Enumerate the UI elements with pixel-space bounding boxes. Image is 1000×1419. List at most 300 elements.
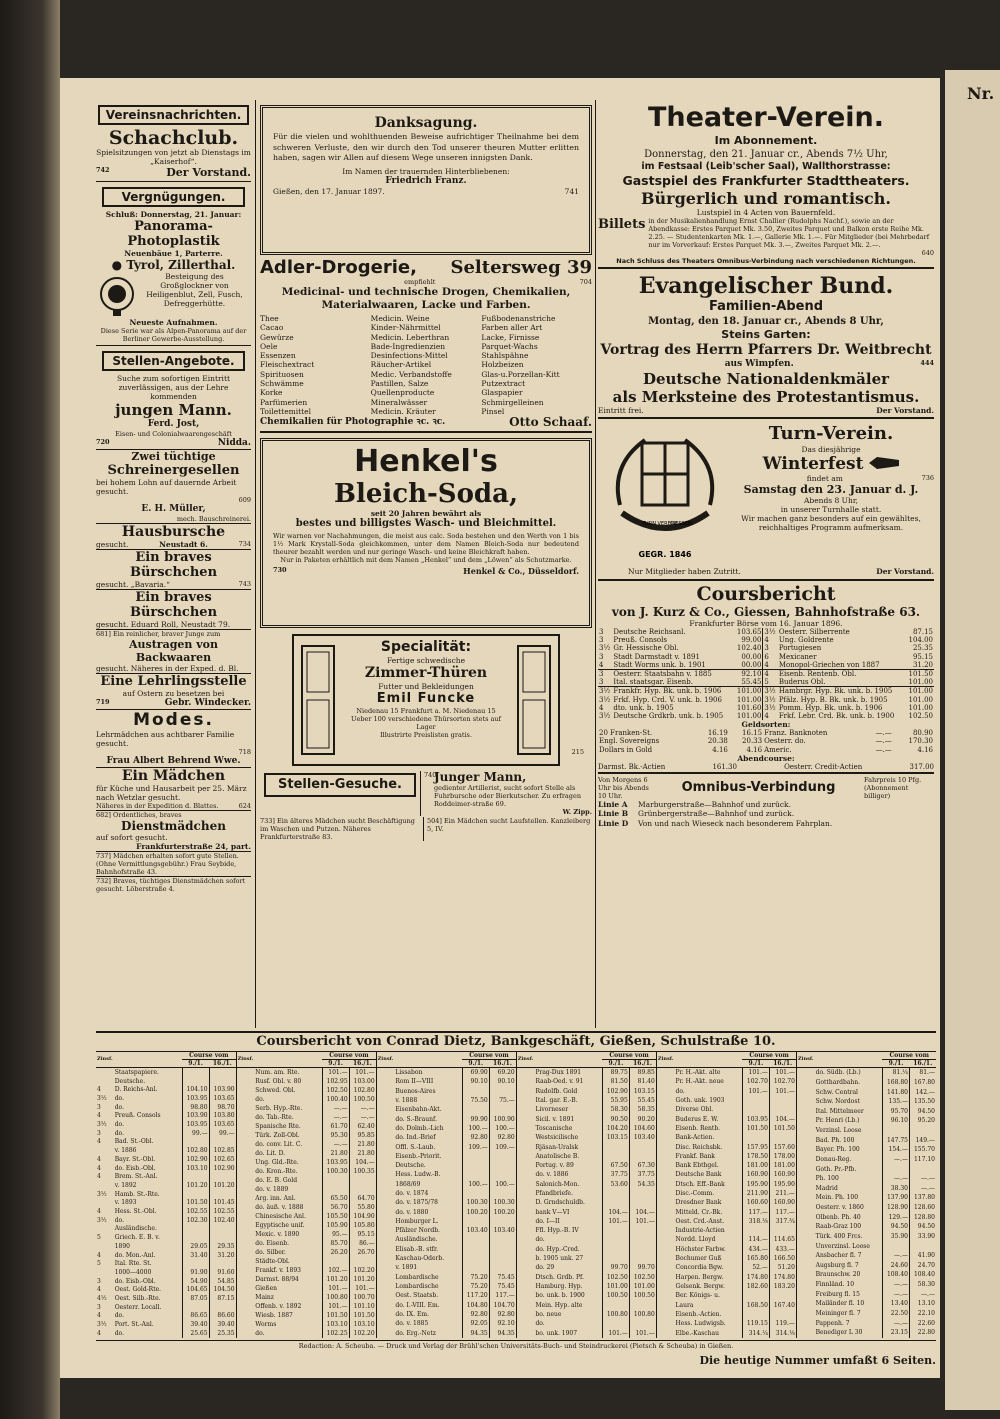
table-cell xyxy=(656,1077,674,1086)
table-row xyxy=(236,1077,376,1086)
table-cell xyxy=(236,1086,254,1095)
table-cell: Bayer. Ph. 100 xyxy=(815,1146,860,1154)
table-cell: Ital. staatsgar. Eisenb. xyxy=(613,678,693,687)
table-cell: 3 xyxy=(599,652,604,661)
adjacent-page-title: Nr. xyxy=(967,84,995,103)
table-cell: 3½ xyxy=(764,695,776,704)
dietz-head-zins: Zinsf. xyxy=(96,1052,114,1068)
table-cell xyxy=(629,1152,656,1161)
table-cell: 92.05 xyxy=(462,1319,489,1328)
table-cell: 95.— xyxy=(322,1230,349,1239)
table-cell: 26.70 xyxy=(349,1248,376,1257)
tv-gast: Gastspiel des Frankfurter Stadttheaters. xyxy=(622,173,910,188)
table-cell: Eisenbahn-Akt. xyxy=(395,1106,442,1114)
table-cell: 31.20 xyxy=(912,660,933,669)
dietz-head-name xyxy=(675,1052,743,1068)
table-cell: 24.70 xyxy=(909,1261,936,1271)
table-row xyxy=(376,1282,516,1291)
table-cell: Ung. Goldrente xyxy=(778,636,834,645)
stellen-angebote-header: Stellen-Angebote. xyxy=(102,351,245,371)
panorama-tyrol-text: Tyrol, Zillerthal. xyxy=(126,258,236,272)
table-row xyxy=(96,1129,236,1138)
table-row xyxy=(376,1105,516,1114)
buerschchen1-text: gesucht. „Bavaria.“ xyxy=(96,580,170,589)
table-cell: Stadt Worms unk. b. 1901 xyxy=(613,660,706,669)
kurz-geld-table xyxy=(598,729,934,754)
table-cell xyxy=(516,1273,534,1282)
adler-list-item: Korke xyxy=(260,388,283,398)
table-cell xyxy=(769,1105,796,1114)
table-cell: 80.90 xyxy=(912,729,933,738)
tv-billets-text: in der Musikalienhandlung Ernst Challier (Rudolphs Nachf.), sowie an der Abendkasse: Erstes Parquet Mk. 3.50, Zweites Parquet und Balkon erste Reihe Mk. 2.25. — Studentenkarten Mk. 1.—, Gallerie Mk. 1.—. Für Mitglieder (bei Mehrbedarf nur im Vorverkauf: Erstes Parquet Mk. 3.—, Zweites Parquet Mk. 2.—. xyxy=(648,217,930,249)
table-cell: 101.50 xyxy=(182,1199,209,1208)
table-cell xyxy=(796,1087,814,1097)
adler-address: Seltersweg 39 xyxy=(450,257,592,278)
adler-list-item: Parfümerien xyxy=(260,397,308,407)
buerschchen2-text: gesucht. Eduard Roll, Neustadt 79. xyxy=(96,620,231,629)
table-cell xyxy=(489,1263,516,1272)
table-cell: Monopol-Griechen von 1887 xyxy=(778,660,880,669)
buerschchen2-title: Ein braves Bürschchen xyxy=(129,590,218,620)
table-row xyxy=(516,1133,656,1142)
table-cell: 102.50 xyxy=(908,712,933,721)
table-cell: —.— xyxy=(882,1280,909,1290)
table-cell: 3½ xyxy=(599,644,611,653)
adler-list-item: Holzbeizen xyxy=(481,360,524,370)
adler-list-item: Kinder-Nährmittel xyxy=(370,323,441,333)
table-cell xyxy=(656,1254,674,1263)
ad-number: 640 xyxy=(921,249,934,257)
dietz-head-date: 16./1. xyxy=(909,1060,936,1068)
table-cell xyxy=(602,1152,629,1161)
table-cell xyxy=(656,1291,674,1300)
table-cell: 99.— xyxy=(209,1129,236,1138)
table-cell: Buderus E. W. xyxy=(675,1115,719,1123)
table-cell: 54.85 xyxy=(209,1277,236,1286)
schreiner-text: bei hohem Lohn auf dauernde Arbeit gesucht. xyxy=(96,478,237,496)
table-cell: Oesterr. v. 1860 xyxy=(815,1204,864,1212)
table-cell: 1890 xyxy=(114,1242,130,1250)
table-cell: 104.— xyxy=(602,1208,629,1217)
table-cell: 58.30 xyxy=(909,1280,936,1290)
table-cell: 54.90 xyxy=(182,1277,209,1286)
table-cell: 101.— xyxy=(629,1328,656,1338)
table-cell: 91.90 xyxy=(182,1268,209,1277)
table-cell: Pfälz. Hyp. B. Bk. unk. b. 1905 xyxy=(778,695,888,704)
table-cell xyxy=(516,1096,534,1105)
table-cell: 129.— xyxy=(882,1213,909,1223)
table-cell: 20.33 xyxy=(742,737,763,746)
table-cell xyxy=(376,1254,394,1263)
dietz-table xyxy=(96,1052,936,1338)
kurz-sub: Frankfurter Börse vom 16. Januar 1896. xyxy=(689,619,843,628)
table-cell: Meininger fl. 7 xyxy=(815,1309,861,1317)
omni-left: Von Morgens 6 Uhr bis Abends 10 Uhr. xyxy=(598,775,649,800)
table-cell: 101.00 xyxy=(908,687,933,696)
table-row xyxy=(376,1152,516,1161)
table-cell: Preuß. Consols xyxy=(613,636,667,645)
table-cell: 157.95 xyxy=(742,1143,769,1152)
table-cell: 22.60 xyxy=(909,1318,936,1328)
modes-text: Lehrmädchen aus achtbarer Familie gesucht. xyxy=(96,730,235,748)
table-row xyxy=(376,1077,516,1086)
table-cell: 149.— xyxy=(909,1136,936,1146)
kurz-firm: von J. Kurz & Co., Giessen, Bahnhofstraße 63. xyxy=(611,605,921,619)
table-cell xyxy=(656,1115,674,1124)
table-cell: do. xyxy=(114,1312,124,1320)
dietz-column xyxy=(96,1052,236,1338)
eb-footer xyxy=(598,406,934,415)
table-cell: 25.65 xyxy=(182,1329,209,1338)
table-cell: Frkf. Hyp. Crd. V. unk. b. 1906 xyxy=(613,695,722,704)
table-row xyxy=(796,1213,936,1223)
schachclub-title: Schachclub. xyxy=(108,127,239,149)
table-cell: 102.50 xyxy=(629,1273,656,1282)
table-cell: 160.60 xyxy=(742,1198,769,1207)
table-cell: 90.10 xyxy=(462,1077,489,1086)
table-cell: 53.60 xyxy=(602,1180,629,1189)
table-row xyxy=(376,1198,516,1207)
table-cell: Diverse Obl. xyxy=(675,1106,714,1114)
table-cell: 4½ xyxy=(97,1295,107,1303)
table-row xyxy=(376,1143,516,1152)
table-row xyxy=(656,1096,796,1105)
table-cell: Darmst. 88/94 xyxy=(255,1275,299,1283)
table-row xyxy=(96,1199,236,1208)
kurz-abend-header: Abendcourse: xyxy=(737,753,795,763)
table-cell: —.— xyxy=(322,1140,349,1149)
table-cell: Pr. H.-Akt. neue xyxy=(675,1078,724,1086)
table-cell xyxy=(236,1230,254,1239)
table-cell: 23.15 xyxy=(882,1328,909,1338)
abend-name: Darmst. Bk.-Actien xyxy=(598,762,666,771)
table-cell: 89.85 xyxy=(629,1068,656,1078)
table-cell: b. 1905 unk. 27 xyxy=(535,1255,584,1263)
table-cell: Verzinsl. Loose xyxy=(815,1127,862,1135)
table-cell: Concordia Bgw. xyxy=(675,1264,724,1272)
table-cell xyxy=(769,1226,796,1235)
adler-list-item: Toilettemittel xyxy=(260,406,312,416)
table-cell xyxy=(629,1254,656,1263)
junger-text: gedienter Artillerist, sucht sofort Stelle als Fuhrbursche oder Bierkutscher. Zu erfragen Roddeimer-straße 69. xyxy=(434,784,581,809)
table-cell: Kaschau-Oderb. xyxy=(395,1255,445,1263)
table-cell xyxy=(376,1310,394,1319)
table-cell xyxy=(602,1254,629,1263)
ad-number: 720 xyxy=(96,438,110,446)
tv-venue: im Festsaal (Leib'scher Saal), Wallthorstrasse: xyxy=(641,161,891,172)
table-cell xyxy=(516,1319,534,1328)
table-cell: 160.90 xyxy=(769,1198,796,1207)
table-row xyxy=(96,1086,236,1095)
table-cell xyxy=(796,1299,814,1309)
table-cell: Pr. Henri (Lb.) xyxy=(815,1117,860,1125)
table-cell: do. xyxy=(675,1087,685,1095)
table-cell: Griech. E. B. v. xyxy=(114,1234,160,1242)
table-cell: 3 xyxy=(764,644,769,653)
stellen-gesuche-row xyxy=(260,771,592,816)
table-cell: 101.— xyxy=(322,1068,349,1078)
table-cell xyxy=(376,1152,394,1161)
table-cell: 75.— xyxy=(489,1096,516,1105)
table-cell xyxy=(376,1161,394,1170)
table-cell: do. Dolmb.-Lich xyxy=(395,1124,444,1132)
lehrlingsstelle-text: auf Ostern zu besetzen bei xyxy=(122,689,225,698)
table-cell: Worms xyxy=(255,1320,277,1328)
table-cell: Industrie-Actien xyxy=(675,1227,725,1235)
table-row xyxy=(236,1158,376,1167)
table-cell: 20 Franken-St. xyxy=(599,729,653,738)
table-cell: 318.⅛ xyxy=(742,1217,769,1226)
adler-list-item: Putzextract xyxy=(481,379,526,389)
table-cell: 101.00 xyxy=(602,1282,629,1291)
table-row xyxy=(516,1282,656,1291)
table-cell xyxy=(489,1235,516,1244)
table-cell: 100.20 xyxy=(489,1208,516,1217)
table-row xyxy=(96,1138,236,1147)
table-cell xyxy=(349,1257,376,1266)
table-cell: 39.40 xyxy=(182,1320,209,1329)
table-cell xyxy=(462,1254,489,1263)
table-row xyxy=(516,1198,656,1207)
table-cell: 3½ xyxy=(97,1094,107,1102)
table-cell xyxy=(236,1320,254,1329)
table-row xyxy=(656,1319,796,1328)
table-cell: Schw. Central xyxy=(815,1088,858,1096)
table-cell: 100.80 xyxy=(602,1310,629,1319)
table-cell xyxy=(182,1190,209,1199)
table-cell: 101.— xyxy=(769,1087,796,1096)
table-cell: 37.75 xyxy=(602,1170,629,1179)
henkel-since: seit 20 Jahren bewährt als xyxy=(370,509,482,519)
table-cell xyxy=(602,1226,629,1235)
table-cell: 81.50 xyxy=(602,1077,629,1086)
table-cell xyxy=(462,1170,489,1179)
table-row xyxy=(236,1239,376,1248)
table-row xyxy=(516,1152,656,1161)
table-cell xyxy=(796,1309,814,1319)
kurz-abend-row xyxy=(598,763,934,772)
table-row xyxy=(236,1104,376,1113)
table-cell: 101.— xyxy=(629,1217,656,1226)
table-row xyxy=(656,1217,796,1226)
table-cell: Bank Ebthgel. xyxy=(675,1162,719,1170)
table-cell xyxy=(516,1115,534,1124)
table-cell xyxy=(796,1145,814,1155)
table-cell xyxy=(796,1213,814,1223)
table-cell: 51.20 xyxy=(769,1263,796,1272)
backwaaren-title: Austragen von Backwaaren xyxy=(129,638,218,664)
table-cell xyxy=(602,1189,629,1198)
table-cell: do. v. 1886 xyxy=(535,1171,569,1179)
imprint: Redaction: A. Scheuba. — Druck und Verlag der Brühl'schen Universitäts-Buch- und Steindruckerei (Pietsch & Scheuba) in Gießen. xyxy=(298,1342,734,1350)
table-cell xyxy=(376,1263,394,1272)
table-cell: 101.— xyxy=(769,1068,796,1078)
table-cell: 101.00 xyxy=(908,678,933,687)
table-cell: 69.20 xyxy=(489,1068,516,1078)
table-cell: 99.00 xyxy=(734,636,763,644)
adler-empf: empfiehlt xyxy=(404,278,436,286)
kurz-coursbericht xyxy=(598,581,934,774)
spec-title2: Zimmer-Thüren xyxy=(364,665,488,682)
table-cell: 35.90 xyxy=(882,1232,909,1242)
table-cell xyxy=(656,1319,674,1328)
adler-list-1 xyxy=(260,314,371,416)
tv-title: Theater-Verein. xyxy=(647,102,885,133)
table-cell: v. 1886 xyxy=(114,1147,137,1155)
table-row xyxy=(236,1266,376,1275)
schreiner-desc: mech. Bauschreinerei. xyxy=(96,515,251,524)
table-row xyxy=(96,1216,236,1225)
table-row xyxy=(516,1245,656,1254)
door-icon xyxy=(516,644,552,756)
danksagung-sign-intro: Im Namen der trauernden Hinterbliebenen: xyxy=(342,166,510,176)
eb-talk: Vortrag des Herrn Pfarrers Dr. Weitbrecht xyxy=(600,342,932,358)
table-cell xyxy=(376,1319,394,1328)
table-cell: Portug. v. 89 xyxy=(535,1162,574,1170)
table-cell: 95.15 xyxy=(912,652,933,661)
dietz-head-zins: Zinsf. xyxy=(796,1052,814,1068)
table-cell: 55.45 xyxy=(734,678,763,687)
table-cell xyxy=(516,1226,534,1235)
table-cell: 102.70 xyxy=(742,1077,769,1086)
table-cell: 96.10 xyxy=(882,1116,909,1126)
dietz-head-date: 9./1. xyxy=(882,1060,909,1068)
eb-date: Montag, den 18. Januar cr., Abends 8 Uhr, xyxy=(648,316,884,327)
table-row xyxy=(376,1310,516,1319)
table-row xyxy=(796,1193,936,1203)
table-cell xyxy=(376,1235,394,1244)
dietz-head-row xyxy=(516,1052,656,1060)
ad-number: 624 xyxy=(238,802,251,810)
table-row xyxy=(656,1254,796,1263)
column-1 xyxy=(96,105,251,1030)
table-cell: —.— xyxy=(322,1113,349,1122)
table-cell: 3 xyxy=(97,1303,101,1311)
table-row xyxy=(516,1263,656,1272)
jost-footer xyxy=(96,438,251,450)
table-row xyxy=(96,1068,236,1077)
table-cell: 101.60 xyxy=(734,704,763,712)
table-row xyxy=(376,1180,516,1189)
table-cell: 100.— xyxy=(462,1124,489,1133)
table-cell: 178.00 xyxy=(769,1152,796,1161)
table-cell: 69.90 xyxy=(462,1068,489,1078)
table-cell: 102.50 xyxy=(322,1086,349,1095)
table-cell: Höchster Farbw. xyxy=(675,1245,726,1253)
adler-list-2 xyxy=(371,314,482,416)
henkel-firm: Henkel & Co., Düsseldorf. xyxy=(463,566,579,577)
table-cell: 168.50 xyxy=(742,1301,769,1310)
adler-list-item: Gewürze xyxy=(260,332,294,342)
table-cell: 90.20 xyxy=(629,1115,656,1124)
table-cell xyxy=(376,1328,394,1338)
table-cell xyxy=(909,1241,936,1251)
table-cell: 55.95 xyxy=(602,1096,629,1105)
jost-desc: Eisen- und Colonialwaarengeschäft xyxy=(115,430,232,438)
ad-number: 743 xyxy=(238,580,251,588)
table-cell: 4 xyxy=(97,1086,101,1094)
door-icon xyxy=(300,644,336,756)
table-cell xyxy=(602,1319,629,1328)
table-cell xyxy=(656,1301,674,1310)
adler-title: Adler-Drogerie, xyxy=(260,257,417,278)
table-cell xyxy=(182,1260,209,1269)
table-cell: do. Kron.-Rte. xyxy=(255,1167,298,1175)
table-cell: 101.10 xyxy=(349,1302,376,1311)
table-row xyxy=(516,1096,656,1105)
table-cell: 102.— xyxy=(322,1266,349,1275)
table-row xyxy=(96,1155,236,1164)
table-cell: 102.80 xyxy=(349,1086,376,1095)
table-cell xyxy=(909,1126,936,1136)
table-cell xyxy=(322,1257,349,1266)
table-row xyxy=(656,1301,796,1310)
table-cell xyxy=(629,1189,656,1198)
table-cell: 5 xyxy=(764,678,769,687)
table-cell xyxy=(376,1180,394,1189)
table-cell xyxy=(236,1113,254,1122)
table-cell xyxy=(516,1068,534,1078)
table-row xyxy=(796,1145,936,1155)
panorama-tyrol: ● Tyrol, Zillerthal. xyxy=(111,258,236,272)
junger-title: Junger Mann, xyxy=(434,770,527,785)
table-cell: 102.20 xyxy=(349,1329,376,1338)
dietz-column xyxy=(516,1052,656,1338)
eb-from-line xyxy=(598,359,934,370)
table-cell: 101.50 xyxy=(742,1124,769,1133)
table-cell xyxy=(209,1260,236,1269)
table-cell: 105.80 xyxy=(349,1221,376,1230)
table-row xyxy=(96,1181,236,1190)
tv-date: Donnerstag, den 21. Januar cr., Abends 7½ Uhr, xyxy=(644,149,888,160)
table-cell xyxy=(516,1217,534,1226)
omni-line-route: Von und nach Wieseck nach besonderem Fahrplan. xyxy=(638,818,833,828)
adler-list-item: Thee xyxy=(260,314,279,323)
table-cell: 55.80 xyxy=(349,1203,376,1212)
dietz-head-zins: Zinsf. xyxy=(236,1052,254,1068)
dietz-head-date: 9./1. xyxy=(462,1060,489,1068)
spec-sub2: Futter und Bekleidungen xyxy=(378,682,474,692)
table-cell xyxy=(656,1096,674,1105)
table-cell xyxy=(656,1310,674,1319)
table-cell xyxy=(796,1097,814,1107)
table-cell: 4 xyxy=(97,1329,101,1337)
table-cell: 101.00 xyxy=(734,712,763,720)
table-cell: 181.00 xyxy=(742,1161,769,1170)
schreiner-line1: Zwei tüchtige xyxy=(131,450,216,463)
table-cell: 167.80 xyxy=(909,1078,936,1088)
table-cell: do. Mon.-Anl. xyxy=(114,1251,156,1259)
table-cell: 95.70 xyxy=(882,1107,909,1117)
table-row xyxy=(656,1328,796,1338)
table-cell: 22.10 xyxy=(909,1309,936,1319)
turn-text-block xyxy=(728,423,934,532)
table-cell: 00.00 xyxy=(734,661,763,670)
table-cell: —.— xyxy=(875,729,892,738)
table-cell xyxy=(376,1217,394,1226)
table-cell: 3 xyxy=(97,1129,101,1137)
table-cell: bank V—VI xyxy=(535,1208,570,1216)
table-cell: Frankfr. Hyp. Bk. unk. b. 1906 xyxy=(613,687,722,696)
table-cell: Goth. unk. 1903 xyxy=(675,1097,725,1105)
table-cell: 99.90 xyxy=(462,1115,489,1124)
adler-list-item: Medicin. Weine xyxy=(370,314,430,323)
table-row xyxy=(598,644,934,652)
table-cell xyxy=(96,1181,114,1190)
table-row xyxy=(236,1257,376,1266)
table-cell: 103.40 xyxy=(462,1226,489,1235)
table-cell: 90.50 xyxy=(602,1115,629,1124)
